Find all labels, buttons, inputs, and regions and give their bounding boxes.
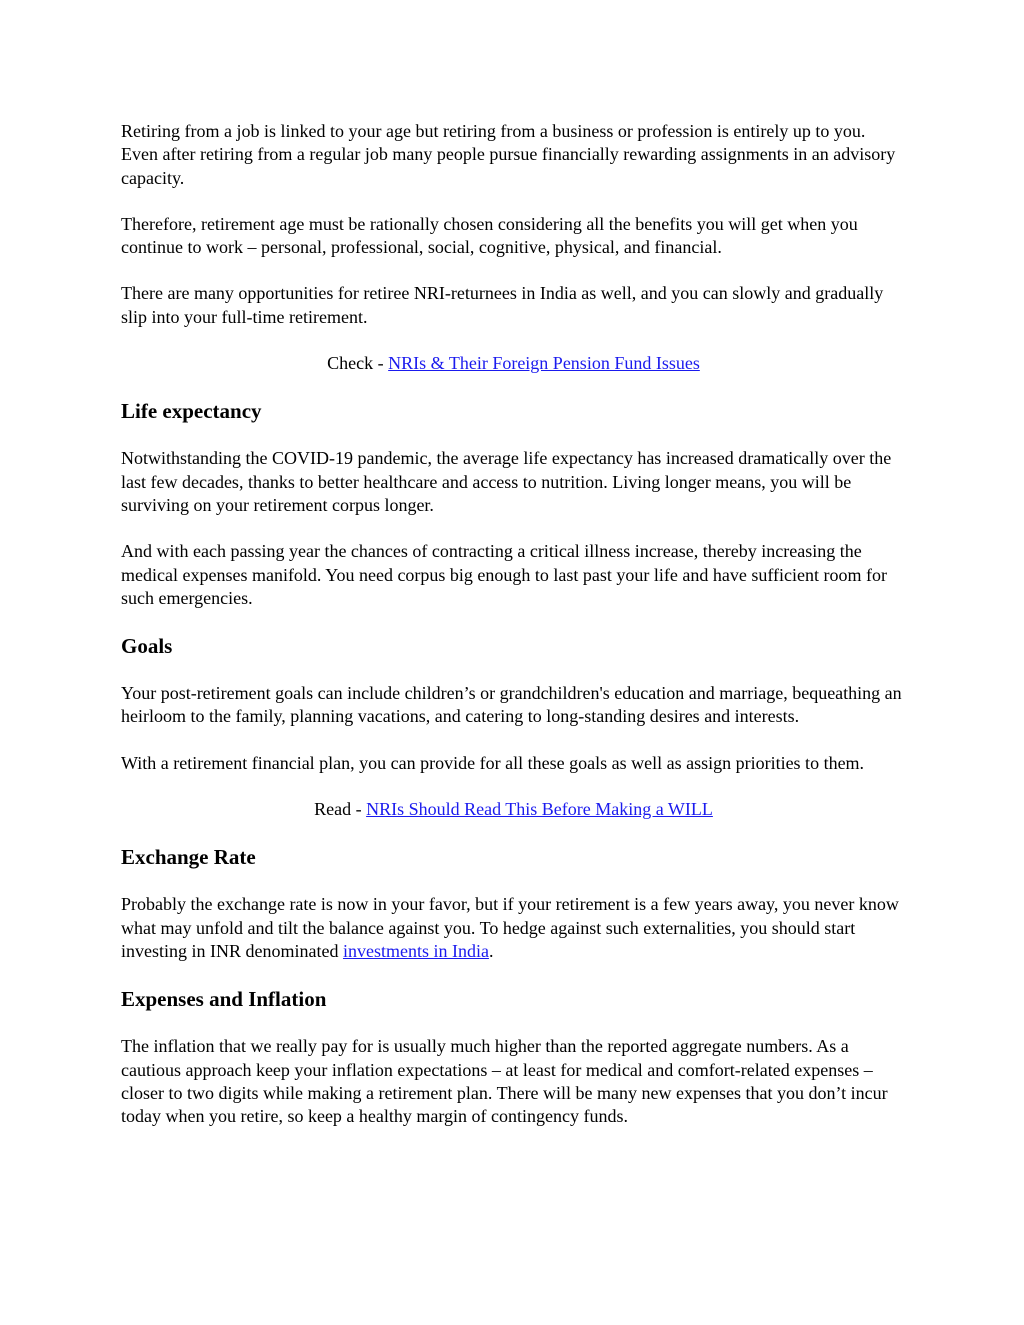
intro-paragraph-3: There are many opportunities for retiree NRI-returnees in India as well, and you can slowly and gradually slip into your full-time retirement. — [121, 283, 884, 327]
foreign-pension-link[interactable]: NRIs & Their Foreign Pension Fund Issues — [388, 353, 700, 374]
intro-paragraph-2: Therefore, retirement age must be rationally chosen considering all the benefits you will get when you continue to work – personal, professional, social, cognitive, physical, and financial. — [121, 213, 858, 258]
exchange-rate-text: Probably the exchange rate is now in your favor, but if your retirement is a few years away, you never know what may unfold and tilt the balance against you. To hedge against such externalities, you should start investing in INR denominated — [121, 894, 899, 961]
life-expectancy-heading: Life expectancy — [121, 399, 262, 424]
check-prefix: Check - — [327, 353, 389, 374]
goals-paragraph-2: With a retirement financial plan, you can provide for all these goals as well as assign priorities to them. — [121, 752, 865, 773]
check-line — [121, 352, 906, 375]
exchange-rate-heading: Exchange Rate — [121, 845, 256, 870]
life-expectancy-paragraph-1: Notwithstanding the COVID-19 pandemic, the average life expectancy has increased dramatically over the last few decades, thanks to better healthcare and access to nutrition. Living longer means, you will be surviving on your retirement corpus longer. — [121, 448, 892, 515]
goals-heading: Goals — [121, 634, 173, 659]
life-expectancy-paragraph-2: And with each passing year the chances of contracting a critical illness increase, thereby increasing the medical expenses manifold. You need corpus big enough to last past your life and have sufficient room for such emergencies. — [121, 541, 887, 608]
goals-paragraph-1: Your post-retirement goals can include children’s or grandchildren's education and marriage, bequeathing an heirloom to the family, planning vacations, and catering to long-standing desires and interests. — [121, 683, 902, 727]
exchange-rate-period: . — [488, 940, 494, 961]
exchange-rate-paragraph — [121, 893, 906, 963]
investments-in-india-link[interactable]: investments in India — [342, 940, 489, 961]
document-page — [121, 120, 906, 1128]
will-article-link[interactable]: NRIs Should Read This Before Making a WILL — [366, 799, 713, 820]
expenses-heading: Expenses and Inflation — [121, 987, 327, 1012]
read-line — [121, 798, 906, 821]
expenses-paragraph: The inflation that we really pay for is usually much higher than the reported aggregate numbers. As a cautious approach keep your inflation expectations – at least for medical and comfort-related expenses – closer to two digits while making a retirement plan. There will be many new expenses that you don’t incur today when you retire, so keep a healthy margin of contingency funds. — [121, 1036, 888, 1127]
read-prefix: Read - — [314, 799, 367, 820]
intro-paragraph-1: Retiring from a job is linked to your age but retiring from a business or profession is entirely up to you. Even after retiring from a regular job many people pursue financially rewarding assignments in an advisory capacity. — [121, 121, 896, 188]
